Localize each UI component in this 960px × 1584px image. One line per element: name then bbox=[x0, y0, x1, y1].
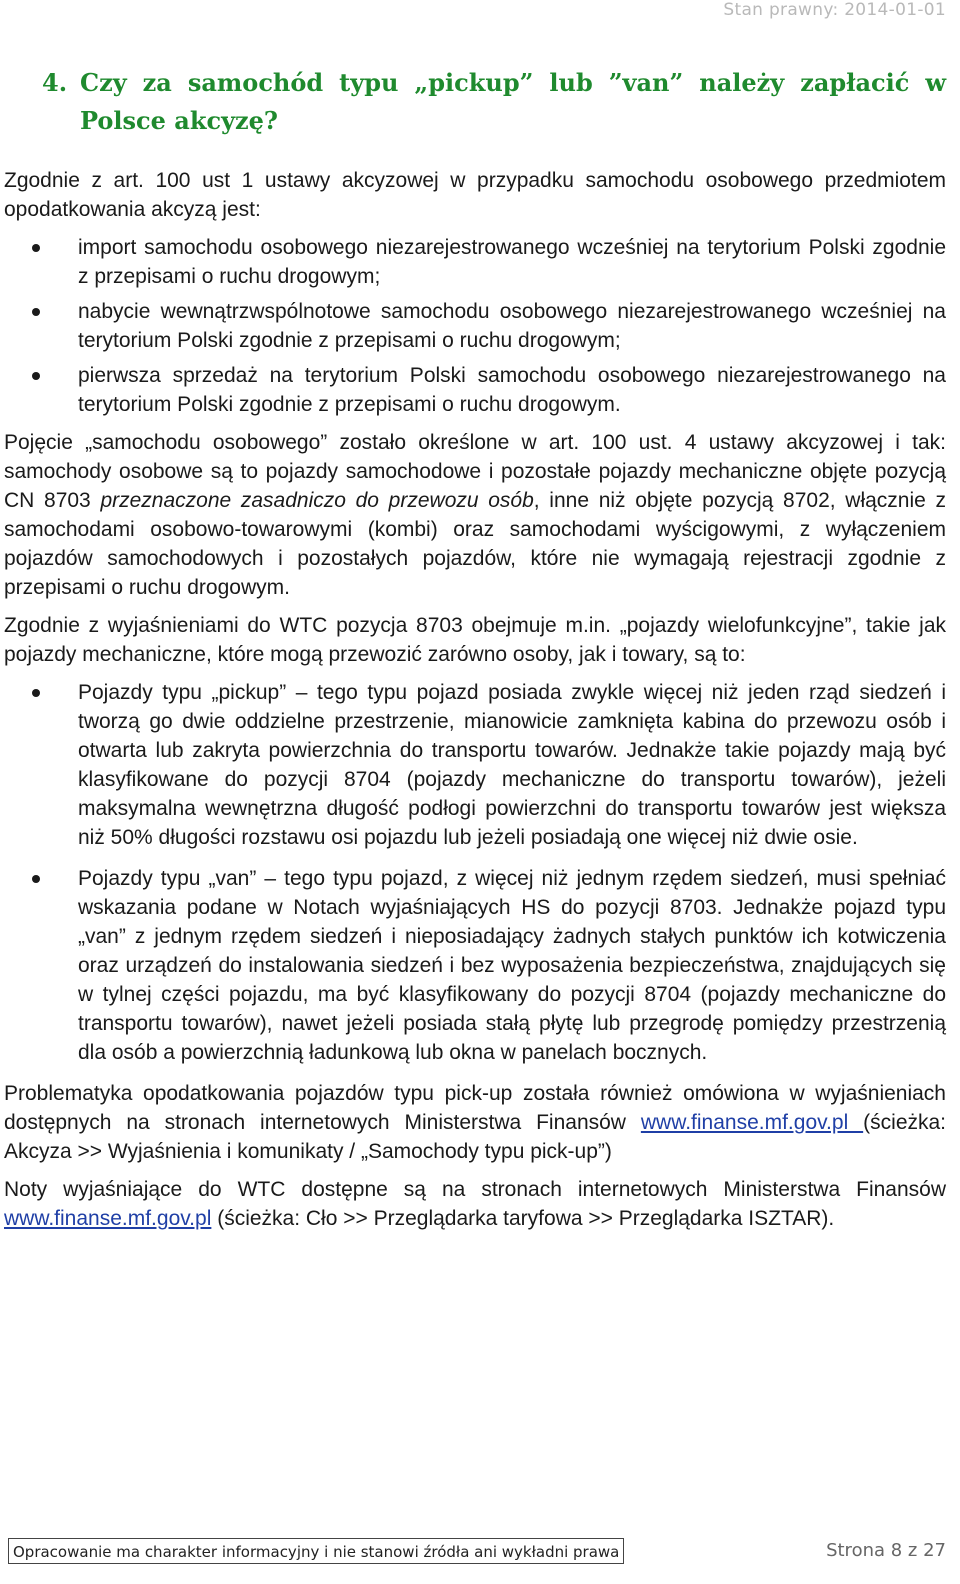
definition-text-end: , inne niż objęte pozycją 8702, włącznie z samochodami osobowo-towarowymi (kombi) oraz samochodami wyścigowymi, z wyłączeniem pojazdów samochodowych i pozostałych pojazdów, które nie wymagają rejestracji zgodnie z przepisami o ruchu drogowym. bbox=[4, 489, 947, 599]
pickup-info-end: (ścieżka: Akcyza >> Wyjaśnienia i komunikaty / „Samochody typu pick-up”) bbox=[4, 1111, 947, 1163]
section-number: 4. bbox=[42, 68, 68, 97]
bullet-icon bbox=[32, 875, 40, 883]
list-item-pickup bbox=[4, 678, 946, 852]
pickup-info-start: Problematyka opodatkowania pojazdów typu pick-up została również omówiona w wyjaśnieniach dostępnych na stronach internetowych Ministerstwa Finansów bbox=[4, 1082, 946, 1134]
bullet-icon bbox=[32, 372, 40, 380]
vehicle-types-list bbox=[4, 678, 946, 1067]
mf-website-link[interactable]: www.finanse.mf.gov.pl bbox=[640, 1111, 864, 1134]
list-item-van bbox=[4, 864, 946, 1067]
intro-paragraph: Zgodnie z art. 100 ust 1 ustawy akcyzowej w przypadku samochodu osobowego przedmiotem opodatkowania akcyzą jest: bbox=[4, 169, 946, 221]
wtc-paragraph: Zgodnie z wyjaśnieniami do WTC pozycja 8703 obejmuje m.in. „pojazdy wielofunkcyjne”, takie jak pojazdy mechaniczne, które mogą przewozić zarówno osoby, jak i towary, są to: bbox=[4, 614, 946, 666]
list-item-text: pierwsza sprzedaż na terytorium Polski samochodu osobowego niezarejestrowanego na terytorium Polski zgodnie z przepisami o ruchu drogowym. bbox=[78, 364, 946, 416]
list-item-text: Pojazdy typu „van” – tego typu pojazd, z więcej niż jednym rzędem siedzeń, musi spełniać wskazania podane w Notach wyjaśniających HS do pozycji 8703. Jednakże pojazd typu „van” z jednym rzędem siedzeń i nieposiadający żadnych stałych punktów ich kotwiczenia oraz urządzeń do instalowania siedzeń i bez wyposażenia bezpieczeństwa, znajdujących się w tylnej części pojazdu, ma być klasyfikowany do pozycji 8704 (pojazdy mechaniczne do transportu towarów), nawet jeżeli posiada stałą płytę lub przegrodę pomiędzy przestrzenią dla osób a powierzchnią ładunkową lub okna w panelach bocznych. bbox=[78, 867, 946, 1064]
section-heading bbox=[4, 64, 946, 140]
list-item bbox=[4, 233, 946, 291]
wtc-notes-paragraph bbox=[4, 1175, 946, 1233]
definition-text-start: Pojęcie „samochodu osobowego” zostało określone w art. 100 ust. 4 ustawy akcyzowej i tak: samochody osobowe są to pojazdy samochodowe i pozostałe pojazdy mechaniczne objęte pozycją CN 8703 bbox=[4, 431, 946, 512]
definition-emphasis: przeznaczone zasadniczo do przewozu osób bbox=[100, 489, 534, 512]
list-item-text: nabycie wewnątrzwspólnotowe samochodu osobowego niezarejestrowanego wcześniej na terytorium Polski zgodnie z przepisami o ruchu drogowym; bbox=[78, 300, 946, 352]
section-title: Czy za samochód typu „pickup” lub ”van” należy zapłacić w Polsce akcyzę? bbox=[80, 68, 946, 135]
document-body bbox=[4, 64, 946, 1242]
page-status-header: Stan prawny: 2014-01-01 bbox=[723, 0, 946, 20]
list-item bbox=[4, 297, 946, 355]
mf-website-link-2[interactable]: www.finanse.mf.gov.pl bbox=[4, 1207, 212, 1230]
bullet-icon bbox=[32, 308, 40, 316]
wtc-notes-end: (ścieżka: Cło >> Przeglądarka taryfowa >> Przeglądarka ISZTAR). bbox=[211, 1207, 835, 1230]
wtc-notes-start: Noty wyjaśniające do WTC dostępne są na stronach internetowych Ministerstwa Finansów bbox=[4, 1178, 946, 1201]
bullet-icon bbox=[32, 244, 40, 252]
bullet-icon bbox=[32, 689, 40, 697]
list-item bbox=[4, 361, 946, 419]
taxable-events-list bbox=[4, 233, 946, 419]
pickup-info-paragraph bbox=[4, 1079, 946, 1166]
footer-disclaimer: Opracowanie ma charakter informacyjny i nie stanowi źródła ani wykładni prawa bbox=[8, 1538, 624, 1564]
list-item-text: import samochodu osobowego niezarejestrowanego wcześniej na terytorium Polski zgodnie z przepisami o ruchu drogowym; bbox=[78, 236, 946, 288]
list-item-text: Pojazdy typu „pickup” – tego typu pojazd posiada zwykle więcej niż jeden rząd siedzeń i tworzą go dwie oddzielne przestrzenie, mianowicie zamknięta kabina do przewozu osób i otwarta lub zakryta powierzchnia do transportu towarów. Jednakże takie pojazdy mają być klasyfikowane do pozycji 8704 (pojazdy mechaniczne do transportu towarów), jeżeli maksymalna wewnętrzna długość podłogi powierzchni do transportu towarów jest większa niż 50% długości rozstawu osi pojazdu lub jeżeli posiadają one więcej niż dwie osie. bbox=[78, 681, 946, 849]
page-number: Strona 8 z 27 bbox=[826, 1540, 946, 1561]
definition-paragraph bbox=[4, 428, 946, 602]
